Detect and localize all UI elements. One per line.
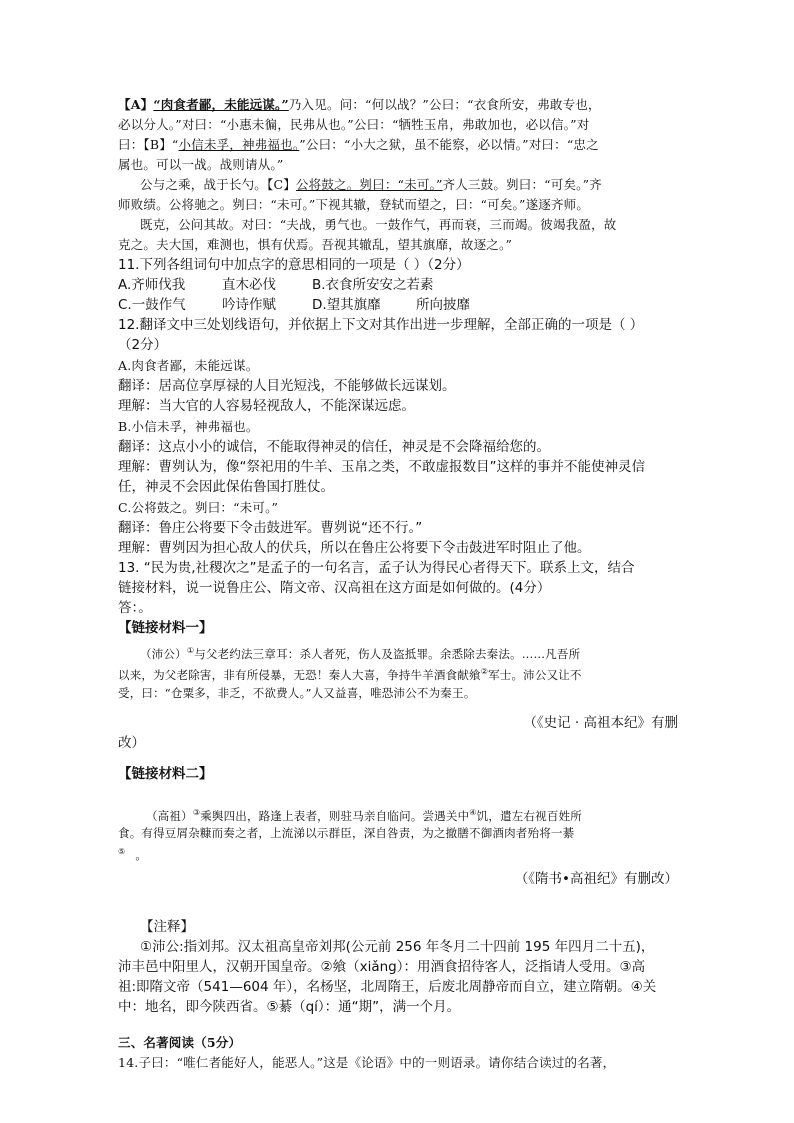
option-d: D.望其旗靡 bbox=[312, 297, 381, 313]
option-c-phrase: 吟诗作赋 bbox=[222, 297, 276, 313]
source-citation: （《隋书•高祖纪》有删改） bbox=[514, 871, 678, 887]
note-line: 祖:即隋文帝（541—604 年），名杨坚，北周隋王，后废北周静帝而自立，建立隋朝。④关 bbox=[118, 979, 657, 995]
understanding: 任，神灵不会因此保佑鲁国打胜仗。 bbox=[118, 479, 334, 495]
understanding: 理解：曹刿因为担心敌人的伏兵，所以在鲁庄公将要下令击鼓进军时阻止了他。 bbox=[118, 540, 591, 556]
passage-line: 克之。夫大国，难测也，惧有伏焉。吾视其辙乱，望其旗靡，故逐之。” bbox=[118, 237, 513, 252]
note-line: 沛丰邑中阳里人，汉朝开国皇帝。②飨（xiǎng）：用酒食招待客人，泛指请人受用。③高 bbox=[118, 959, 646, 975]
notes-title: 【注释】 bbox=[140, 919, 194, 935]
question-12-option-c: C.公将鼓之。刿曰：“未可。” bbox=[118, 500, 279, 515]
passage-line: 公与之乘，战于长勺。【C】公将鼓之。刿曰：“未可。”齐人三鼓。刿曰：“可矣。”齐 bbox=[140, 177, 602, 192]
question-12-option-b: B.小信未孚，神弗福也。 bbox=[118, 419, 259, 434]
option-c: C.一鼓作气 bbox=[118, 297, 186, 313]
question-12-stem: （2分） bbox=[118, 337, 168, 353]
understanding: 理解：曹刿认为，像“祭祀用的牛羊、玉帛之类，不敢虚报数目”这样的事并不能使神灵信 bbox=[118, 459, 645, 475]
passage-line: 必以分人。”对曰：“小惠未徧，民弗从也。”公曰：“牺牲玉帛，弗敢加也，必以信。”对 bbox=[118, 117, 590, 132]
understanding: 理解：当大官的人容易轻视敌人，不能深谋远虑。 bbox=[118, 398, 415, 414]
question-12-option-a: A.肉食者鄙，未能远谋。 bbox=[118, 358, 259, 373]
option-a-phrase: 直木必伐 bbox=[222, 277, 276, 293]
passage-line: 师败绩。公将驰之。刿曰：“未可。”下视其辙，登轼而望之，曰：“可矣。”遂逐齐师。 bbox=[118, 197, 590, 212]
note-line: 中：地名，即今陕西省。⑤綦（qí）：通“期”，满一个月。 bbox=[118, 999, 461, 1015]
link-material-1-line: 受，曰：“仓粟多，非乏，不欲费人。”人又益喜，唯恐沛公不为秦王。 bbox=[118, 686, 476, 700]
question-12-stem: 12.翻译文中三处划线语句，并依据上下文对其作出进一步理解，全部正确的一项是（ ） bbox=[118, 317, 644, 333]
question-11-options-row1 bbox=[118, 276, 678, 294]
source-citation: 改） bbox=[118, 735, 145, 751]
translation: 翻译：这点小小的诚信，不能取得神灵的信任，神灵是不会降福给您的。 bbox=[118, 439, 550, 455]
link-material-1-line: （沛公）①与父老约法三章耳：杀人者死，伤人及盗抵罪。余悉除去秦法。……凡吾所 bbox=[140, 646, 581, 661]
passage-line: 【A】“肉食者鄙，未能远谋。”乃入见。问：“何以战？”公曰：“衣食所安，弗敢专也， bbox=[118, 97, 601, 112]
link-material-1-title: 【链接材料一】 bbox=[118, 620, 213, 636]
option-b: B.衣食所安安之若素 bbox=[312, 277, 434, 293]
passage-line: 曰：【B】“小信未孚，神弗福也。”公曰：“小大之狱，虽不能察，必以情。”对曰：“忠之 bbox=[118, 137, 599, 152]
question-13-stem: 链接材料，说一说鲁庄公、隋文帝、汉高祖在这方面是如何做的。(4分） bbox=[118, 580, 551, 596]
section-heading: 三、名著阅读（5分） bbox=[118, 1035, 242, 1050]
link-material-1-line: 以来，为父老除害，非有所侵暴，无恐！秦人大喜，争持牛羊酒食献飨②军士。沛公又让不 bbox=[118, 667, 582, 682]
question-11-stem: 11.下列各组词句中加点字的意思相同的一项是（ ）（2分） bbox=[118, 257, 470, 273]
link-material-2-line: （高祖）③乘舆四出，路逢上表者，则驻马亲自临问。尝遇关中④饥，遣左右视百姓所 bbox=[146, 808, 582, 823]
question-14-stem: 14.子曰：“唯仁者能好人，能恶人。”这是《论语》中的一则语录。请你结合读过的名著， bbox=[118, 1055, 616, 1070]
option-d-phrase: 所向披靡 bbox=[416, 297, 470, 313]
answer-line: 答：。 bbox=[118, 600, 152, 616]
note-line: ①沛公:指刘邦。汉太祖高皇帝刘邦(公元前 256 年冬月二十四前 195 年四月二十五)， bbox=[140, 939, 655, 955]
link-material-2-title: 【链接材料二】 bbox=[118, 766, 213, 782]
source-citation: （《史记 · 高祖本纪》有删 bbox=[523, 715, 678, 731]
question-13-stem: 13. “民为贵,社稷次之”是孟子的一句名言，孟子认为得民心者得天下。联系上文，结合 bbox=[118, 560, 635, 576]
translation: 翻译：鲁庄公将要下令击鼓进军。曹刿说“还不行。” bbox=[118, 520, 423, 536]
passage-line: 既克，公问其故。对曰：“夫战，勇气也。一鼓作气，再而衰，三而竭。彼竭我盈，故 bbox=[140, 217, 617, 232]
link-material-2-line: 食。有得豆屑杂糠而奏之者，上流涕以示群臣，深自咎责，为之撤膳不御酒肉者殆将一綦 bbox=[118, 826, 575, 840]
link-material-2-line: ⑤ 。 bbox=[118, 847, 148, 862]
passage-line: 属也。可以一战。战则请从。” bbox=[118, 157, 284, 172]
question-11-options-row2 bbox=[118, 296, 678, 314]
translation: 翻译：居高位享厚禄的人目光短浅，不能够做长远谋划。 bbox=[118, 378, 456, 394]
option-a: A.齐师伐我 bbox=[118, 277, 186, 293]
